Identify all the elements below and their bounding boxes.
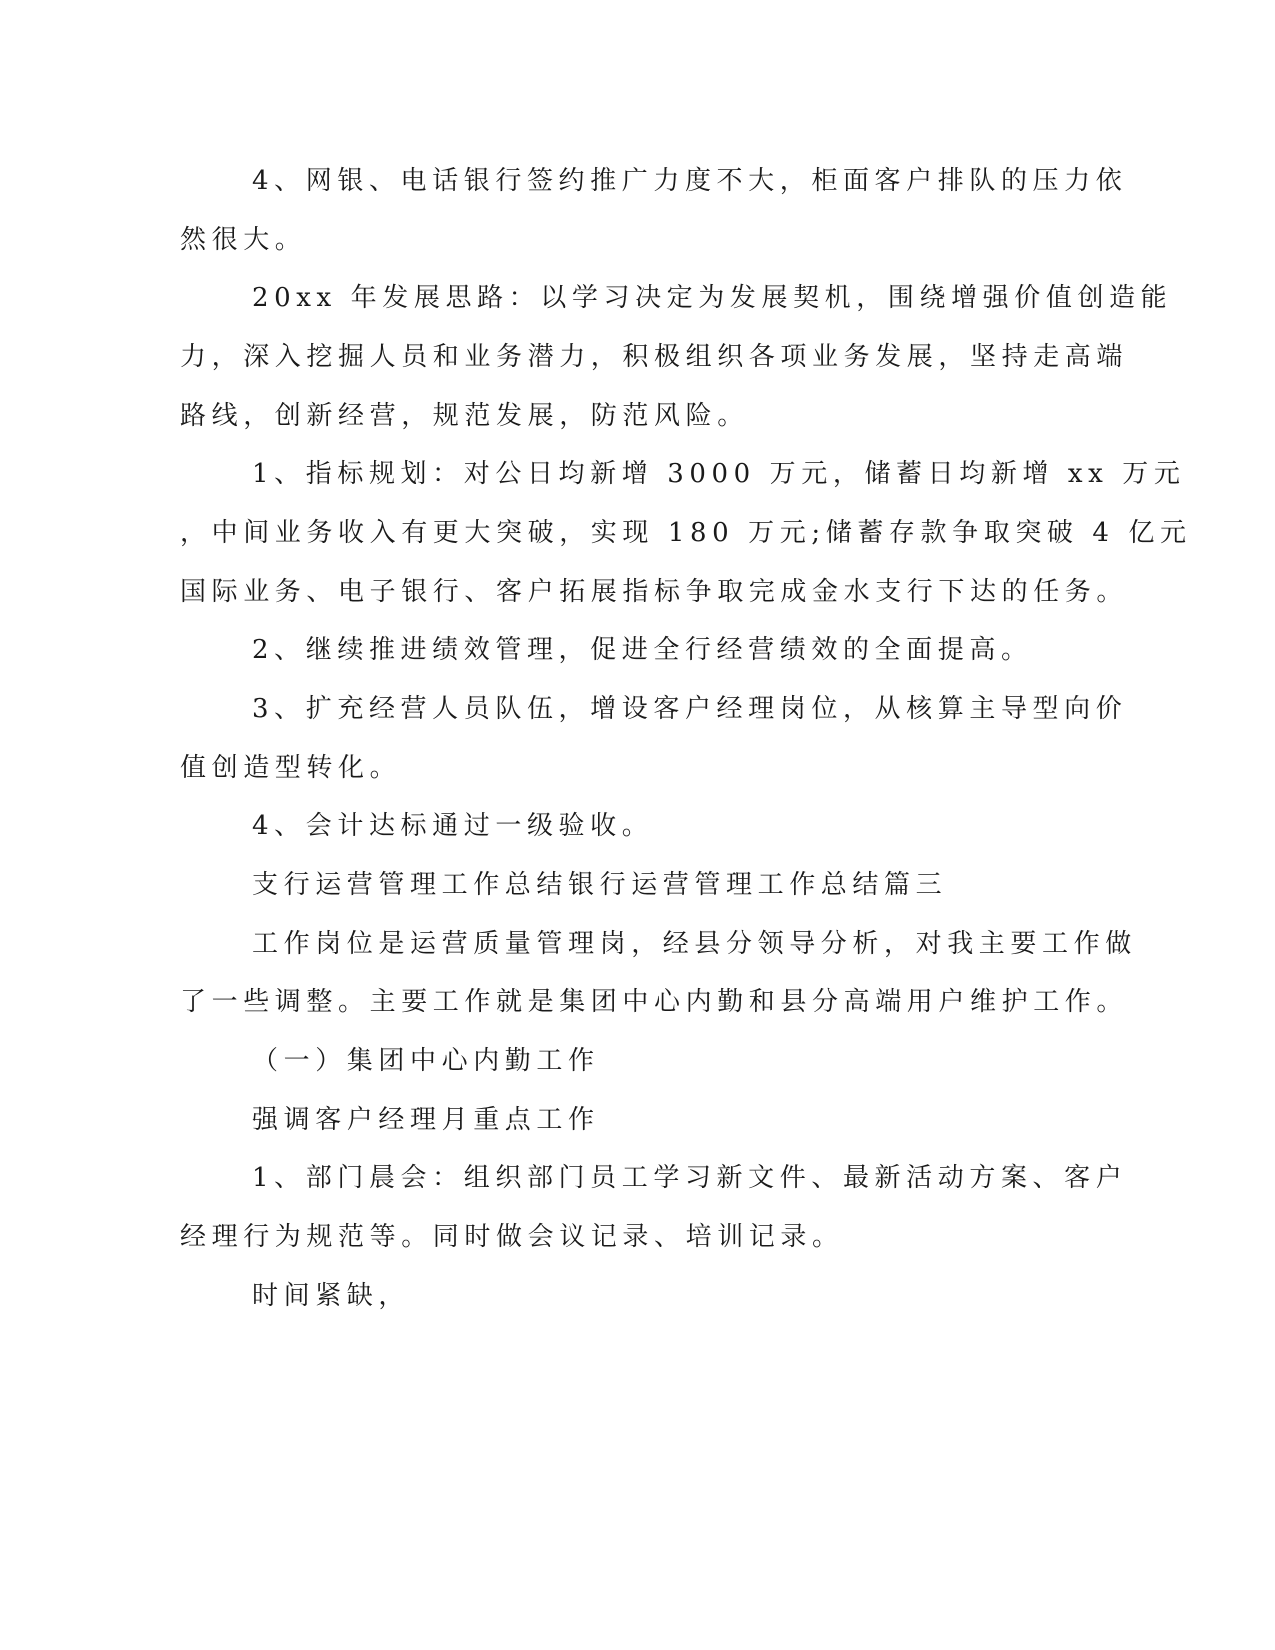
paragraph-line: 20xx 年发展思路：以学习决定为发展契机，围绕增强价值创造能	[252, 283, 1173, 313]
paragraph-line: 4、会计达标通过一级验收。	[252, 811, 654, 841]
paragraph-line: 1、部门晨会：组织部门员工学习新文件、最新活动方案、客户	[252, 1163, 1128, 1193]
paragraph-line: 了一些调整。主要工作就是集团中心内勤和县分高端用户维护工作。	[180, 987, 1129, 1017]
paragraph-line: ，中间业务收入有更大突破，实现 180 万元;储蓄存款争取突破 4 亿元	[180, 518, 1192, 548]
paragraph-line: 3、扩充经营人员队伍，增设客户经理岗位，从核算主导型向价	[252, 694, 1128, 724]
paragraph-line: 1、指标规划：对公日均新增 3000 万元，储蓄日均新增 xx 万元	[252, 459, 1186, 489]
paragraph-line: 2、继续推进绩效管理，促进全行经营绩效的全面提高。	[252, 635, 1033, 665]
paragraph-line: 国际业务、电子银行、客户拓展指标争取完成金水支行下达的任务。	[180, 577, 1129, 607]
paragraph-line: 值创造型转化。	[180, 753, 402, 783]
paragraph-line: 力，深入挖掘人员和业务潜力，积极组织各项业务发展，坚持走高端	[180, 342, 1129, 372]
paragraph-line: 然很大。	[180, 225, 307, 255]
section-heading: 支行运营管理工作总结银行运营管理工作总结篇三	[252, 870, 948, 900]
subsection-heading: （一）集团中心内勤工作	[252, 1046, 600, 1076]
paragraph-line: 4、网银、电话银行签约推广力度不大，柜面客户排队的压力依	[252, 166, 1128, 196]
paragraph-line: 强调客户经理月重点工作	[252, 1105, 600, 1135]
paragraph-line: 路线，创新经营，规范发展，防范风险。	[180, 401, 749, 431]
paragraph-line: 经理行为规范等。同时做会议记录、培训记录。	[180, 1222, 844, 1252]
paragraph-line: 工作岗位是运营质量管理岗，经县分领导分析，对我主要工作做	[252, 929, 1137, 959]
paragraph-line: 时间紧缺，	[252, 1281, 411, 1311]
